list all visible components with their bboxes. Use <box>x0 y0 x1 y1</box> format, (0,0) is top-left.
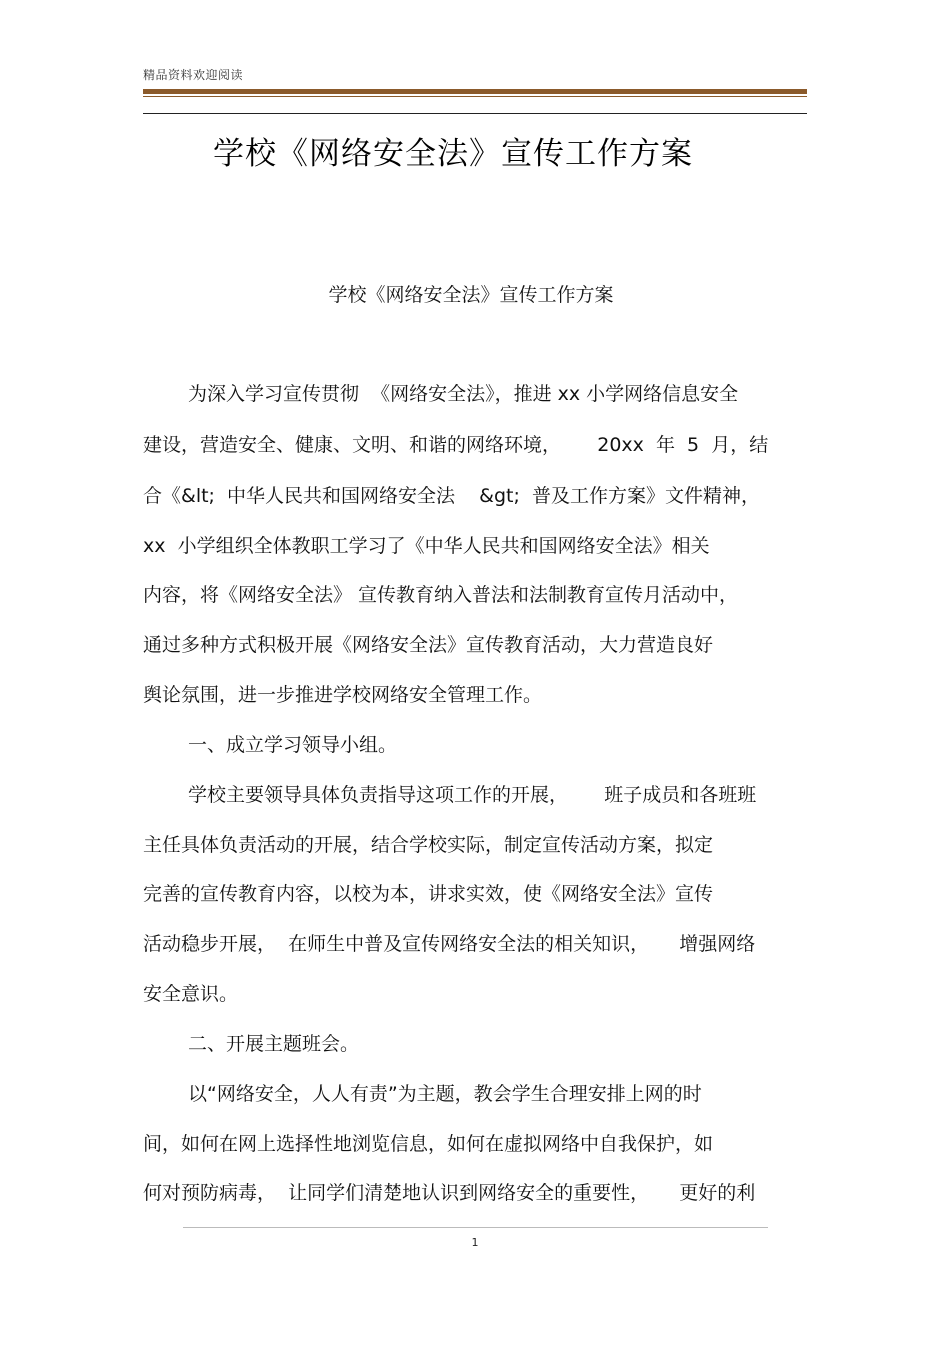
body-line: 何对预防病毒， 让同学们清楚地认识到网络安全的重要性， 更好的利 <box>143 1182 756 1204</box>
body-line: 舆论氛围，进一步推进学校网络安全管理工作。 <box>143 684 543 706</box>
document-title: 学校《网络安全法》宣传工作方案 <box>213 136 693 172</box>
body-line: 学校主要领导具体负责指导这项工作的开展， 班子成员和各班班 <box>188 784 757 806</box>
body-line: 通过多种方式积极开展《网络安全法》宣传教育活动，大力营造良好 <box>143 634 714 656</box>
header-rule-underline <box>143 113 807 114</box>
body-line: xx 小学组织全体教职工学习了《中华人民共和国网络安全法》相关 <box>143 535 710 557</box>
body-line: 内容，将《网络安全法》 宣传教育纳入普法和法制教育宣传月活动中， <box>143 584 739 606</box>
running-header: 精品资料欢迎阅读 <box>143 68 244 82</box>
header-rule-thick <box>143 89 807 94</box>
body-line: 合《&lt; 中华人民共和国网络安全法 &gt; 普及工作方案》文件精神， <box>143 485 760 507</box>
body-line: 安全意识。 <box>143 983 239 1005</box>
body-line: 主任具体负责活动的开展，结合学校实际，制定宣传活动方案，拟定 <box>143 834 714 856</box>
body-line: 间，如何在网上选择性地浏览信息，如何在虚拟网络中自我保护，如 <box>143 1133 714 1155</box>
body-line: 完善的宣传教育内容，以校为本，讲求实效，使《网络安全法》宣传 <box>143 883 714 905</box>
section-heading: 二、开展主题班会。 <box>188 1033 360 1055</box>
section-heading: 一、成立学习领导小组。 <box>188 734 398 756</box>
header-rule-thin <box>143 96 807 97</box>
body-line: 建设，营造安全、健康、文明、和谐的网络环境， 20xx 年 5 月，结 <box>143 434 769 456</box>
page-number: 1 <box>471 1236 479 1249</box>
body-line: 以“网络安全，人人有责”为主题，教会学生合理安排上网的时 <box>188 1083 702 1105</box>
document-subtitle: 学校《网络安全法》宣传工作方案 <box>328 284 614 306</box>
body-line: 为深入学习宣传贯彻 《网络安全法》，推进 xx 小学网络信息安全 <box>188 383 739 405</box>
footer-rule <box>183 1227 768 1228</box>
body-line: 活动稳步开展， 在师生中普及宣传网络安全法的相关知识， 增强网络 <box>143 933 756 955</box>
